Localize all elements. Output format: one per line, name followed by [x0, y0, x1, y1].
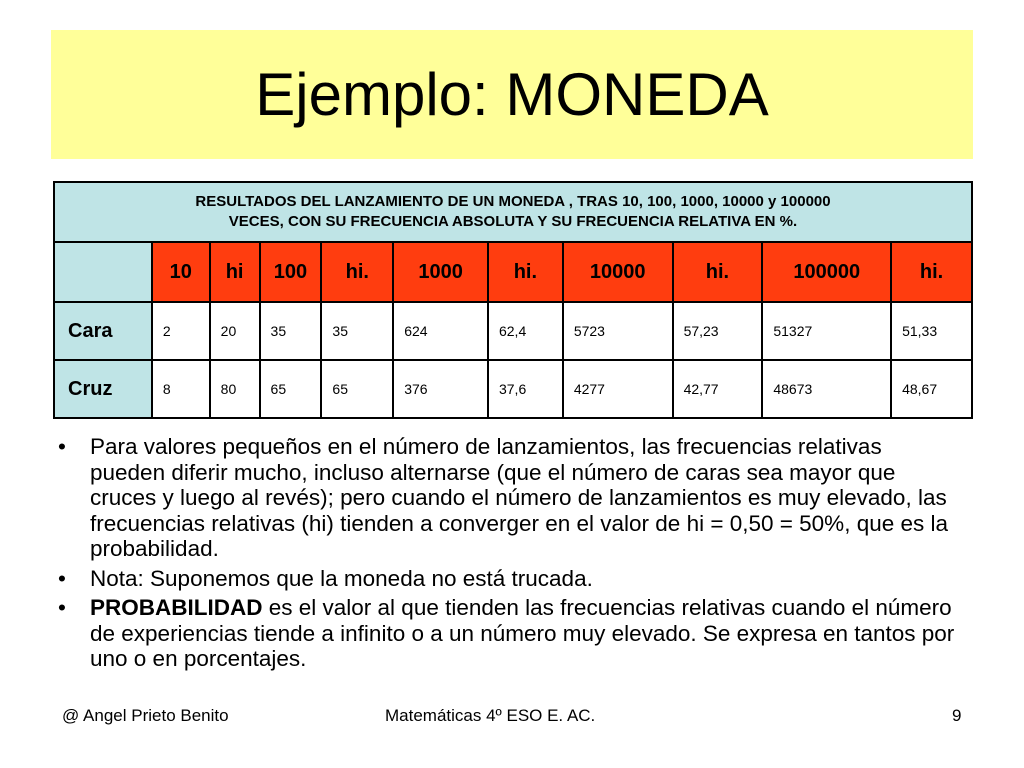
results-table — [53, 181, 973, 419]
bullet-bold-term: PROBABILIDAD — [90, 595, 263, 620]
header-corner-cell — [54, 242, 152, 302]
table-cell: 51,33 — [891, 302, 972, 360]
bullet-text: Para valores pequeños en el número de lanzamientos, las frecuencias relativas pueden diferir mucho, incluso alternarse (que el número de caras sea mayor que cruces y luego al revés); pero cuando el número de lanzamientos es muy elevado, las frecuencias relativas (hi) tienden a converger en el valor de hi = 0,50 = 50%, que es la probabilidad. — [90, 434, 949, 561]
header-cell: hi. — [891, 242, 972, 302]
caption-row — [54, 182, 972, 242]
bullet-item — [58, 434, 958, 562]
table-cell: 2 — [152, 302, 210, 360]
table-cell: 42,77 — [673, 360, 763, 418]
caption-line-1: RESULTADOS DEL LANZAMIENTO DE UN MONEDA , TRAS 10, 100, 1000, 10000 y 100000 — [195, 193, 831, 210]
title-box — [51, 30, 973, 159]
bullet-text: es el valor al que tienden las frecuencias relativas cuando el número de experiencias tiende a infinito o a un número muy elevado. Se expresa en tantos por uno o en porcentajes. — [90, 595, 955, 671]
table-cell: 48673 — [762, 360, 891, 418]
bullet-marker: • — [58, 434, 66, 459]
footer-page-number: 9 — [952, 706, 962, 725]
bullet-marker: • — [58, 595, 66, 620]
bullet-item — [58, 566, 958, 592]
row-label-cara: Cara — [54, 302, 152, 360]
footer-author: @ Angel Prieto Benito — [62, 706, 229, 725]
table-caption — [54, 182, 972, 242]
table-cell: 20 — [210, 302, 260, 360]
table-cell: 4277 — [563, 360, 673, 418]
header-cell: hi. — [673, 242, 763, 302]
header-cell: 10 — [152, 242, 210, 302]
header-cell: hi — [210, 242, 260, 302]
table-cell: 51327 — [762, 302, 891, 360]
table-row — [54, 302, 972, 360]
table-cell: 376 — [393, 360, 488, 418]
bullet-marker: • — [58, 565, 66, 591]
table-cell: 37,6 — [488, 360, 563, 418]
header-cell: hi. — [488, 242, 563, 302]
table-row — [54, 360, 972, 418]
table-cell: 65 — [321, 360, 393, 418]
header-cell: 10000 — [563, 242, 673, 302]
table-cell: 48,67 — [891, 360, 972, 418]
caption-line-2: VECES, CON SU FRECUENCIA ABSOLUTA Y SU FRECUENCIA RELATIVA EN %. — [228, 213, 798, 230]
header-cell: hi. — [321, 242, 393, 302]
table-cell: 35 — [321, 302, 393, 360]
table-cell: 35 — [260, 302, 322, 360]
row-label-cruz: Cruz — [54, 360, 152, 418]
table-cell: 62,4 — [488, 302, 563, 360]
table-cell: 65 — [260, 360, 322, 418]
header-row — [54, 242, 972, 302]
header-cell: 1000 — [393, 242, 488, 302]
table-cell: 57,23 — [673, 302, 763, 360]
bullet-list — [58, 434, 958, 676]
slide-title: Ejemplo: MONEDA — [255, 61, 769, 128]
bullet-text: Nota: Suponemos que la moneda no está trucada. — [90, 565, 593, 591]
table-cell: 80 — [210, 360, 260, 418]
header-cell: 100 — [260, 242, 322, 302]
table-cell: 8 — [152, 360, 210, 418]
header-cell: 100000 — [762, 242, 891, 302]
bullet-item — [58, 595, 958, 672]
table-cell: 624 — [393, 302, 488, 360]
table-cell: 5723 — [563, 302, 673, 360]
footer-course: Matemáticas 4º ESO E. AC. — [385, 706, 596, 725]
